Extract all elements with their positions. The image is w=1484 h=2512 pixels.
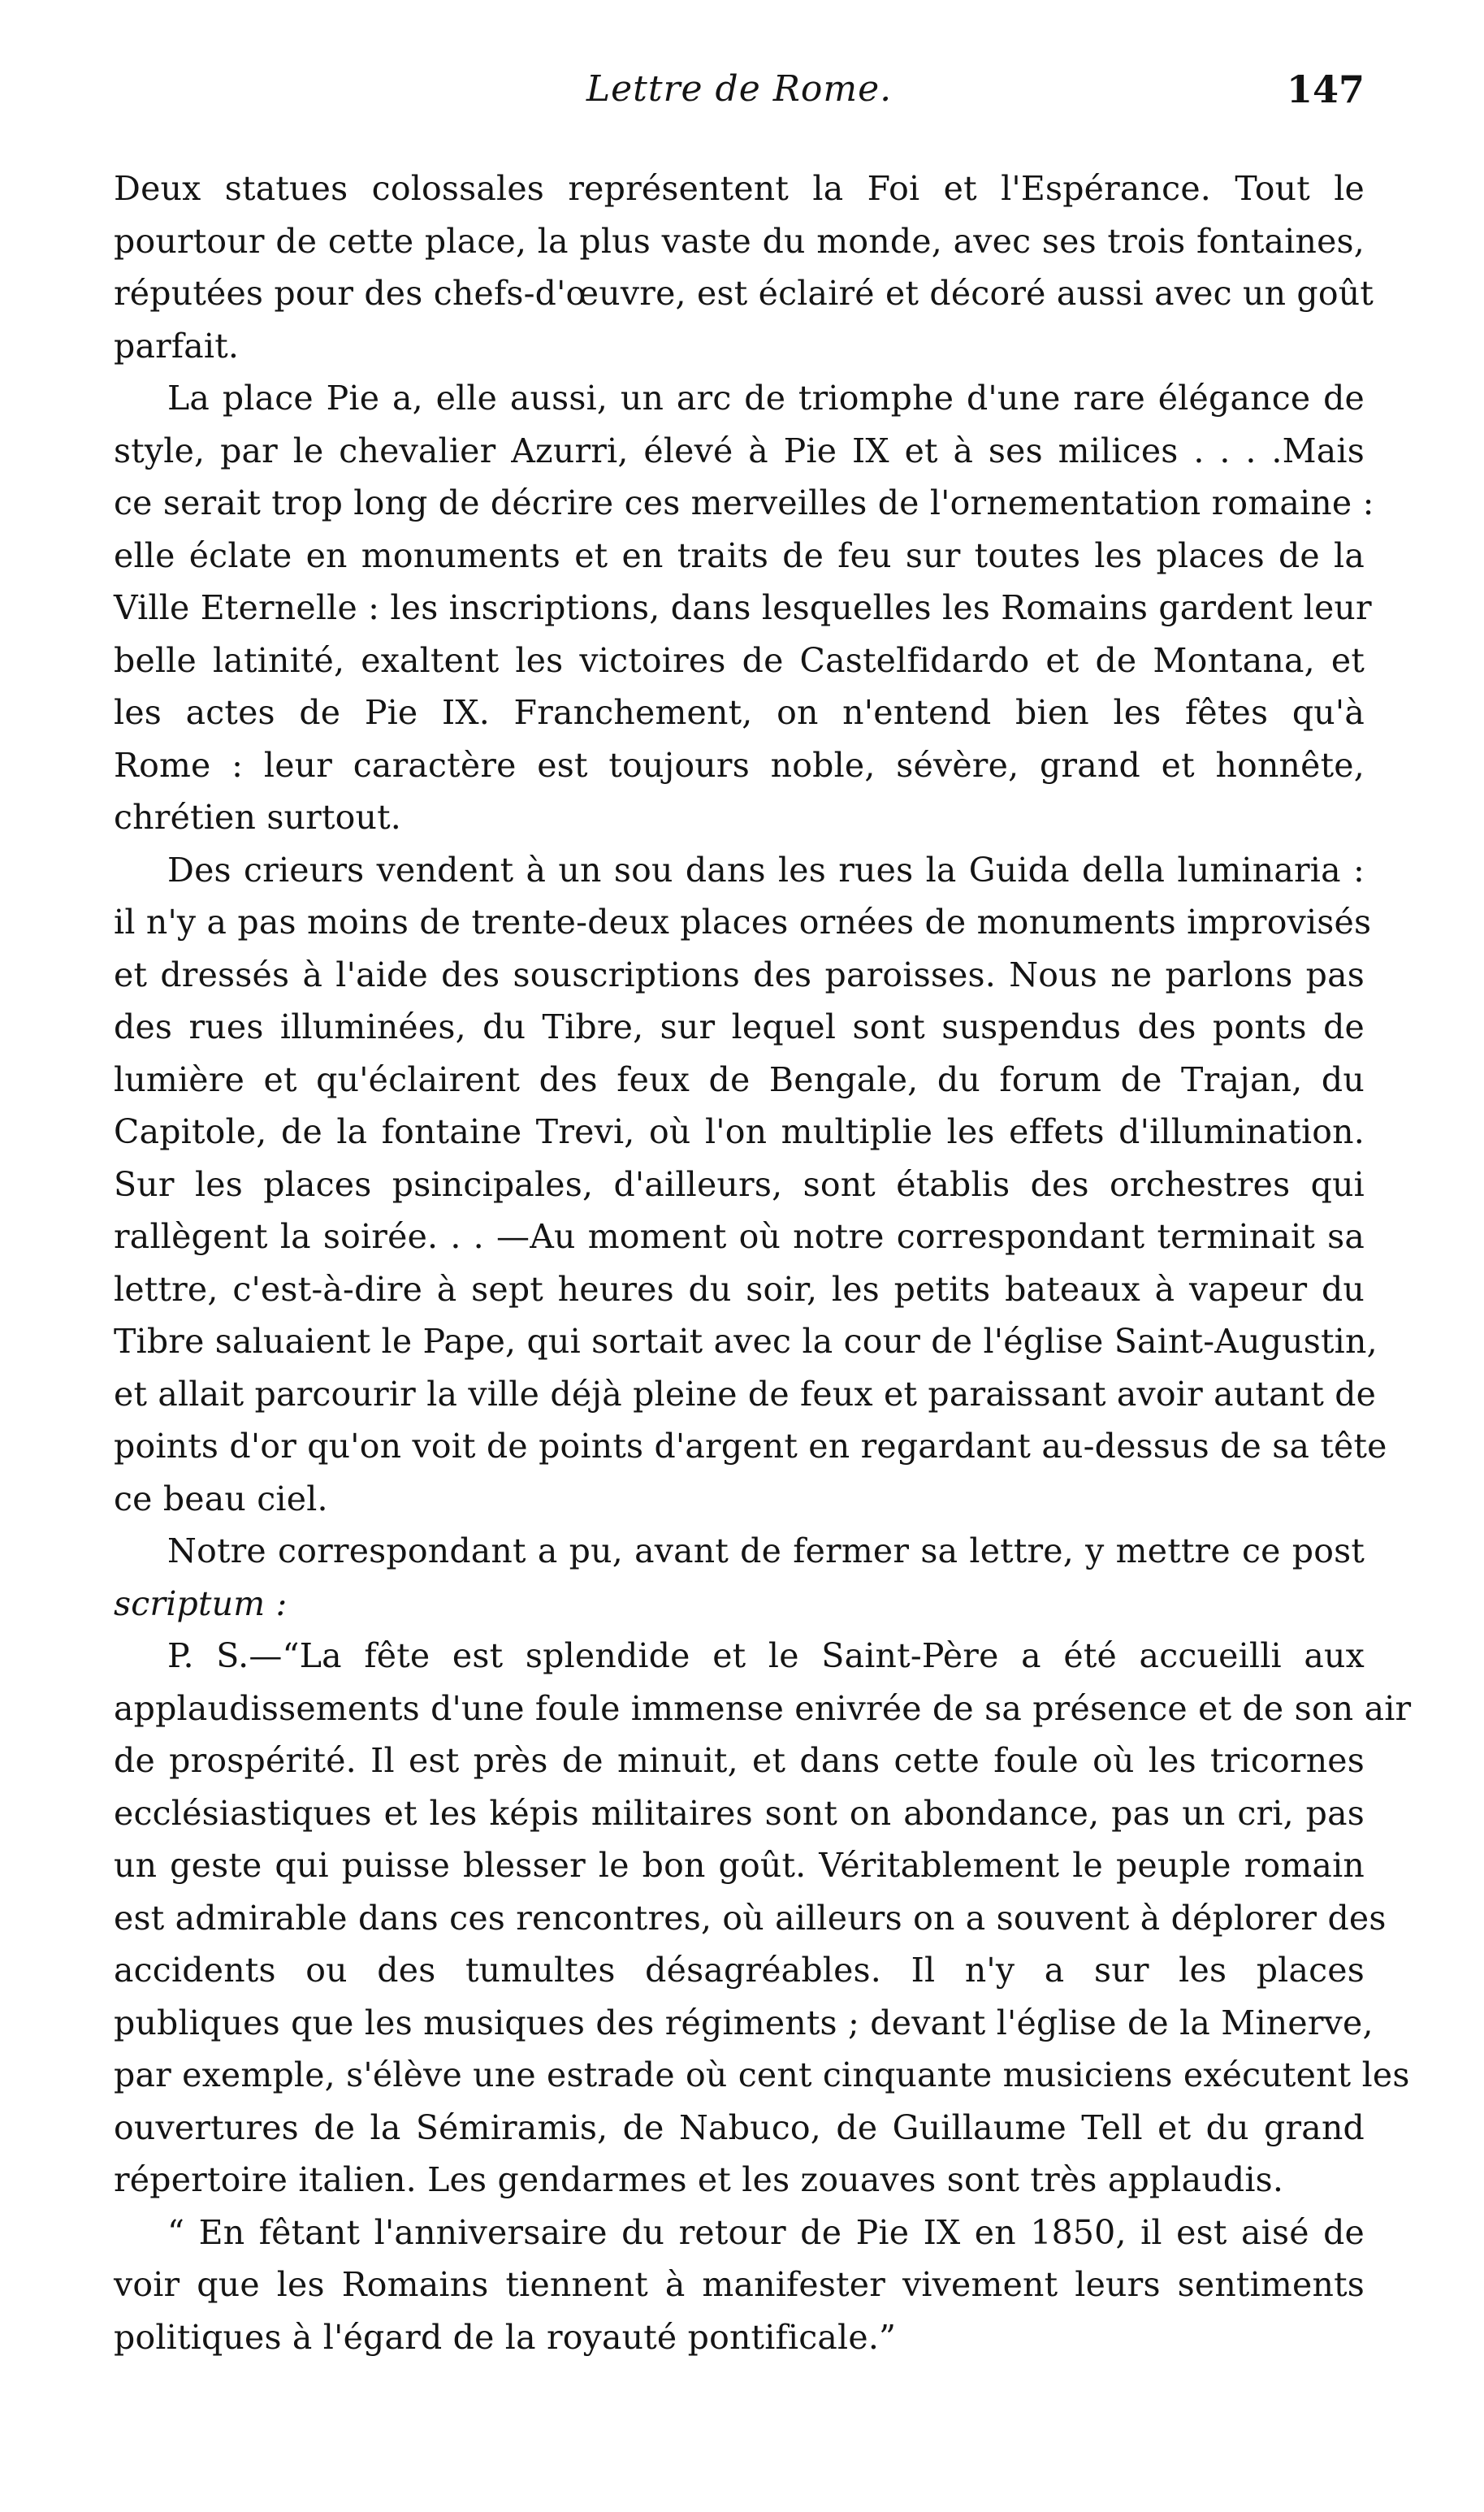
text-line: un geste qui puisse blesser le bon goût. Véritablement le peuple romain (114, 1846, 1365, 1885)
text-line: Capitole, de la fontaine Trevi, où l'on multiplie les effets d'illumination. (114, 1112, 1365, 1151)
text-line: Sur les places psincipales, d'ailleurs, sont établis des orchestres qui (114, 1164, 1365, 1204)
paragraph-post-scriptum-intro (114, 1525, 1365, 1630)
text-line: La place Pie a, elle aussi, un arc de triomphe d'une rare élégance de (167, 379, 1365, 418)
text-line: ce beau ciel. (114, 1479, 328, 1518)
paragraph-statues (114, 162, 1374, 372)
text-line: Notre correspondant a pu, avant de fermer sa lettre, y mettre ce post (167, 1531, 1365, 1570)
text-line: lumière et qu'éclairent des feux de Bengale, du forum de Trajan, du (114, 1059, 1365, 1099)
paragraph-crieurs (114, 844, 1387, 1526)
text-line: chrétien surtout. (114, 798, 402, 837)
text-line: scriptum : (114, 1583, 288, 1623)
text-line: lettre, c'est-à-dire à sept heures du soir, les petits bateaux à vapeur du (114, 1269, 1365, 1309)
paragraph-place-pie (114, 372, 1374, 844)
text-line: publiques que les musiques des régiments ; devant l'église de la Minerve, (114, 2003, 1374, 2042)
text-line: par exemple, s'élève une estrade où cent cinquante musiciens exécutent les (114, 2055, 1410, 2094)
page-number: 147 (1286, 67, 1365, 111)
text-line: Tibre saluaient le Pape, qui sortait avec la cour de l'église Saint-Augustin, (114, 1322, 1378, 1361)
text-line: pourtour de cette place, la plus vaste du monde, avec ses trois fontaines, (114, 221, 1365, 261)
text-line: et allait parcourir la ville déjà pleine de feux et paraissant avoir autant de (114, 1374, 1377, 1414)
text-line: Des crieurs vendent à un sou dans les rues la Guida della luminaria : (167, 850, 1365, 890)
paragraph-anniversaire (114, 2207, 1365, 2364)
text-line: Ville Eternelle : les inscriptions, dans lesquelles les Romains gardent leur (114, 588, 1372, 627)
text-line: elle éclate en monuments et en traits de feu sur toutes les places de la (114, 535, 1365, 575)
text-line: de prospérité. Il est près de minuit, et dans cette foule où les tricornes (114, 1741, 1365, 1780)
paragraph-post-scriptum (114, 1630, 1412, 2207)
text-line: rallègent la soirée. . . —Au moment où notre correspondant terminait sa (114, 1217, 1365, 1256)
text-line: Rome : leur caractère est toujours noble, sévère, grand et honnête, (114, 745, 1365, 785)
text-line: parfait. (114, 326, 240, 366)
body-text (114, 162, 1412, 2363)
text-line: accidents ou des tumultes désagréables. Il n'y a sur les places (114, 1951, 1365, 1990)
text-line: réputées pour des chefs-d'œuvre, est éclairé et décoré aussi avec un goût (114, 274, 1374, 313)
text-line: politiques à l'égard de la royauté pontificale.” (114, 2317, 897, 2357)
text-line: belle latinité, exaltent les victoires de Castelfidardo et de Montana, et (114, 640, 1365, 680)
text-line: ouvertures de la Sémiramis, de Nabuco, de Guillaume Tell et du grand (114, 2107, 1365, 2147)
text-line: il n'y a pas moins de trente-deux places ornées de monuments improvisés (114, 903, 1372, 942)
text-line: Deux statues colossales représentent la Foi et l'Espérance. Tout le (114, 169, 1365, 208)
text-line: des rues illuminées, du Tibre, sur lequel sont suspendus des ponts de (114, 1007, 1365, 1046)
text-line: applaudissements d'une foule immense enivrée de sa présence et de son air (114, 1688, 1412, 1728)
text-line: ecclésiastiques et les képis militaires sont on abondance, pas un cri, pas (114, 1793, 1365, 1833)
text-line: P. S.—“La fête est splendide et le Saint-Père a été accueilli aux (167, 1636, 1365, 1675)
text-line: les actes de Pie IX. Franchement, on n'entend bien les fêtes qu'à (114, 693, 1365, 732)
running-head (114, 65, 1365, 130)
running-title: Lettre de Rome. (586, 68, 893, 110)
text-line: voir que les Romains tiennent à manifester vivement leurs sentiments (114, 2265, 1365, 2304)
text-line: est admirable dans ces rencontres, où ailleurs on a souvent à déplorer des (114, 1898, 1387, 1938)
text-line: “ En fêtant l'anniversaire du retour de Pie IX en 1850, il est aisé de (167, 2212, 1365, 2252)
text-line: style, par le chevalier Azurri, élevé à Pie IX et à ses milices . . . .Mais (114, 431, 1365, 470)
text-line: répertoire italien. Les gendarmes et les zouaves sont très applaudis. (114, 2160, 1284, 2199)
text-line: et dressés à l'aide des souscriptions des paroisses. Nous ne parlons pas (114, 955, 1365, 994)
text-line: points d'or qu'on voit de points d'argent en regardant au-dessus de sa tête (114, 1427, 1387, 1466)
text-line: ce serait trop long de décrire ces merveilles de l'ornementation romaine : (114, 483, 1374, 522)
